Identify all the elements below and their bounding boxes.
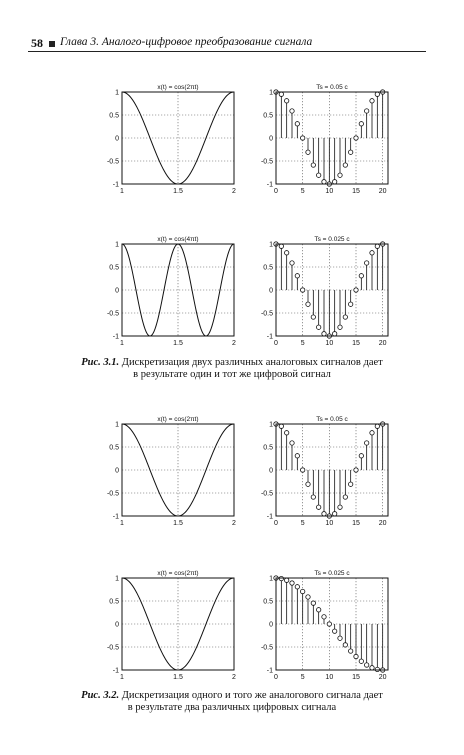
stem-marker — [343, 315, 347, 319]
stem-marker — [332, 512, 336, 516]
stem-marker — [338, 636, 342, 640]
x-tick-label: 2 — [232, 340, 236, 347]
y-tick-label: 1 — [115, 241, 119, 249]
plot-frame — [276, 244, 388, 336]
y-tick-label: -0.5 — [260, 490, 273, 498]
plot-8-stem-ts0025 — [262, 566, 402, 691]
stem-marker — [338, 173, 342, 177]
stem-marker — [284, 251, 288, 255]
y-tick-label: 0 — [115, 287, 119, 295]
x-tick-label: 20 — [378, 674, 387, 681]
y-tick-label: -0.5 — [260, 310, 273, 318]
stem-marker — [375, 244, 379, 248]
plot-7-cos2pi-analog — [108, 566, 248, 691]
stem-marker — [316, 173, 320, 177]
x-tick-label: 5 — [300, 674, 305, 681]
stem-marker — [354, 468, 358, 472]
y-tick-label: -0.5 — [106, 158, 119, 166]
stem-marker — [284, 431, 288, 435]
y-tick-label: 1 — [269, 89, 273, 97]
y-tick-label: -1 — [112, 667, 119, 675]
plot-frame — [276, 424, 388, 516]
y-tick-label: 1 — [269, 241, 273, 249]
stem-marker — [279, 424, 283, 428]
stem-marker — [370, 251, 374, 255]
plot-title: x(t) = cos(4πt) — [157, 236, 199, 243]
header-square-bullet — [49, 41, 55, 47]
stem-marker — [311, 495, 315, 499]
plot-title: Ts = 0.05 c — [316, 416, 348, 423]
x-tick-label: 2 — [232, 188, 236, 195]
y-tick-label: 0 — [269, 467, 273, 475]
stem-marker — [316, 325, 320, 329]
stem-marker — [354, 136, 358, 140]
stem-marker — [364, 441, 368, 445]
y-tick-label: 0.5 — [263, 112, 273, 120]
y-tick-label: -1 — [266, 181, 273, 189]
plot-title: Ts = 0.025 c — [314, 236, 350, 243]
stem-marker — [322, 332, 326, 336]
y-tick-label: 0 — [115, 135, 119, 143]
x-tick-label: 2 — [232, 674, 236, 681]
stem-marker — [279, 92, 283, 96]
x-tick-label: 2 — [232, 520, 236, 527]
plot-2-stem-ts005 — [262, 80, 402, 205]
stem-marker — [364, 109, 368, 113]
stem-marker — [306, 482, 310, 486]
stem-marker — [343, 163, 347, 167]
stem-marker — [327, 622, 331, 626]
caption-line-1: Дискретизация одного и того же аналогового сигнала дает — [121, 690, 383, 701]
plot-5-cos2pi-analog — [108, 412, 248, 537]
figure-caption-3-2 — [0, 690, 464, 714]
page-number: 58 — [31, 36, 43, 50]
stem-marker — [364, 663, 368, 667]
x-tick-label: 20 — [378, 520, 387, 527]
plot-title: x(t) = cos(2πt) — [157, 84, 199, 91]
x-tick-label: 10 — [325, 520, 334, 527]
plot-frame — [276, 92, 388, 184]
x-tick-label: 1.5 — [173, 340, 183, 347]
y-tick-label: 0.5 — [263, 598, 273, 606]
y-tick-label: -0.5 — [106, 310, 119, 318]
y-tick-label: 0 — [115, 467, 119, 475]
stem-marker — [375, 92, 379, 96]
stem-marker — [332, 332, 336, 336]
y-tick-label: -1 — [266, 333, 273, 341]
stem-marker — [295, 585, 299, 589]
x-tick-label: 0 — [274, 520, 278, 527]
stem-marker — [306, 595, 310, 599]
plot-title: x(t) = cos(2πt) — [157, 570, 199, 577]
stem-marker — [322, 512, 326, 516]
plot-4-stem-ts0025 — [262, 232, 402, 357]
stem-marker — [306, 150, 310, 154]
stem-marker — [322, 180, 326, 184]
x-tick-label: 0 — [274, 340, 278, 347]
stem-marker — [359, 659, 363, 663]
x-tick-label: 0 — [274, 188, 278, 195]
stem-marker — [338, 325, 342, 329]
stem-marker — [348, 482, 352, 486]
y-tick-label: -1 — [266, 513, 273, 521]
caption-label: Рис. 3.2. — [81, 690, 120, 701]
y-tick-label: 1 — [269, 575, 273, 583]
stem-marker — [306, 302, 310, 306]
stem-marker — [370, 666, 374, 670]
stem-marker — [300, 136, 304, 140]
stem-marker — [348, 150, 352, 154]
y-tick-label: 0.5 — [263, 444, 273, 452]
stem-marker — [375, 424, 379, 428]
stem-marker — [279, 576, 283, 580]
x-tick-label: 5 — [300, 340, 305, 347]
header-rule — [28, 51, 426, 52]
figure-caption-3-1 — [0, 357, 464, 381]
y-tick-label: 0 — [269, 135, 273, 143]
stem-marker — [290, 109, 294, 113]
stem-marker — [348, 302, 352, 306]
y-tick-label: 1 — [115, 89, 119, 97]
x-tick-label: 1.5 — [173, 674, 183, 681]
stem-marker — [295, 274, 299, 278]
stem-marker — [284, 578, 288, 582]
stem-marker — [343, 643, 347, 647]
stem-marker — [354, 288, 358, 292]
caption-label: Рис. 3.1. — [81, 357, 120, 368]
stem-marker — [322, 615, 326, 619]
x-tick-label: 1.5 — [173, 520, 183, 527]
y-tick-label: -1 — [112, 333, 119, 341]
plot-1-cos2pi-analog — [108, 80, 248, 205]
stem-marker — [316, 608, 320, 612]
stem-marker — [290, 581, 294, 585]
stem-marker — [359, 122, 363, 126]
stem-marker — [359, 454, 363, 458]
plot-title: Ts = 0.025 c — [314, 570, 350, 577]
x-tick-label: 10 — [325, 674, 334, 681]
stem-marker — [359, 274, 363, 278]
x-tick-label: 15 — [352, 340, 360, 347]
y-tick-label: 0.5 — [263, 264, 273, 272]
plot-6-stem-ts005 — [262, 412, 402, 537]
plot-title: x(t) = cos(2πt) — [157, 416, 199, 423]
y-tick-label: 1 — [115, 421, 119, 429]
chapter-title: Глава 3. Аналого-цифровое преобразование сигнала — [60, 36, 313, 48]
x-tick-label: 0 — [274, 674, 278, 681]
x-tick-label: 1 — [120, 340, 124, 347]
stem-marker — [284, 99, 288, 103]
x-tick-label: 1 — [120, 188, 124, 195]
x-tick-label: 1.5 — [173, 188, 183, 195]
x-tick-label: 1 — [120, 520, 124, 527]
stem-marker — [290, 441, 294, 445]
y-tick-label: 0 — [115, 621, 119, 629]
stem-marker — [295, 122, 299, 126]
stem-marker — [290, 261, 294, 265]
stem-marker — [300, 589, 304, 593]
y-tick-label: -1 — [112, 181, 119, 189]
y-tick-label: -1 — [266, 667, 273, 675]
x-tick-label: 5 — [300, 188, 305, 195]
stem-marker — [338, 505, 342, 509]
y-tick-label: -0.5 — [260, 158, 273, 166]
stem-marker — [354, 654, 358, 658]
x-tick-label: 20 — [378, 188, 387, 195]
x-tick-label: 1 — [120, 674, 124, 681]
y-tick-label: -0.5 — [106, 490, 119, 498]
plot-title: Ts = 0.05 c — [316, 84, 348, 91]
plot-frame — [276, 578, 388, 670]
x-tick-label: 10 — [325, 188, 334, 195]
stem-marker — [295, 454, 299, 458]
plot-3-cos4pi-analog — [108, 232, 248, 357]
y-tick-label: 0.5 — [109, 264, 119, 272]
y-tick-label: 1 — [115, 575, 119, 583]
x-tick-label: 20 — [378, 340, 387, 347]
x-tick-label: 10 — [325, 340, 334, 347]
stem-marker — [375, 667, 379, 671]
stem-marker — [311, 315, 315, 319]
stem-marker — [343, 495, 347, 499]
stem-marker — [364, 261, 368, 265]
x-tick-label: 15 — [352, 188, 360, 195]
stem-marker — [279, 244, 283, 248]
stem-marker — [300, 288, 304, 292]
x-tick-label: 15 — [352, 520, 360, 527]
y-tick-label: 0.5 — [109, 598, 119, 606]
stem-marker — [300, 468, 304, 472]
stem-marker — [332, 629, 336, 633]
y-tick-label: 0 — [269, 621, 273, 629]
y-tick-label: -1 — [112, 513, 119, 521]
stem-marker — [348, 649, 352, 653]
stem-marker — [311, 601, 315, 605]
y-tick-label: 0.5 — [109, 112, 119, 120]
y-tick-label: 1 — [269, 421, 273, 429]
stem-marker — [316, 505, 320, 509]
y-tick-label: 0 — [269, 287, 273, 295]
stem-marker — [370, 431, 374, 435]
caption-line-1: Дискретизация двух различных аналоговых сигналов дает — [121, 357, 383, 368]
x-tick-label: 15 — [352, 674, 360, 681]
x-tick-label: 5 — [300, 520, 305, 527]
stem-marker — [311, 163, 315, 167]
caption-line-2: в результате один и тот же цифровой сигнал — [133, 369, 331, 380]
caption-line-2: в результате два различных цифровых сигнала — [127, 702, 337, 713]
y-tick-label: 0.5 — [109, 444, 119, 452]
y-tick-label: -0.5 — [260, 644, 273, 652]
y-tick-label: -0.5 — [106, 644, 119, 652]
stem-marker — [332, 180, 336, 184]
stem-marker — [370, 99, 374, 103]
